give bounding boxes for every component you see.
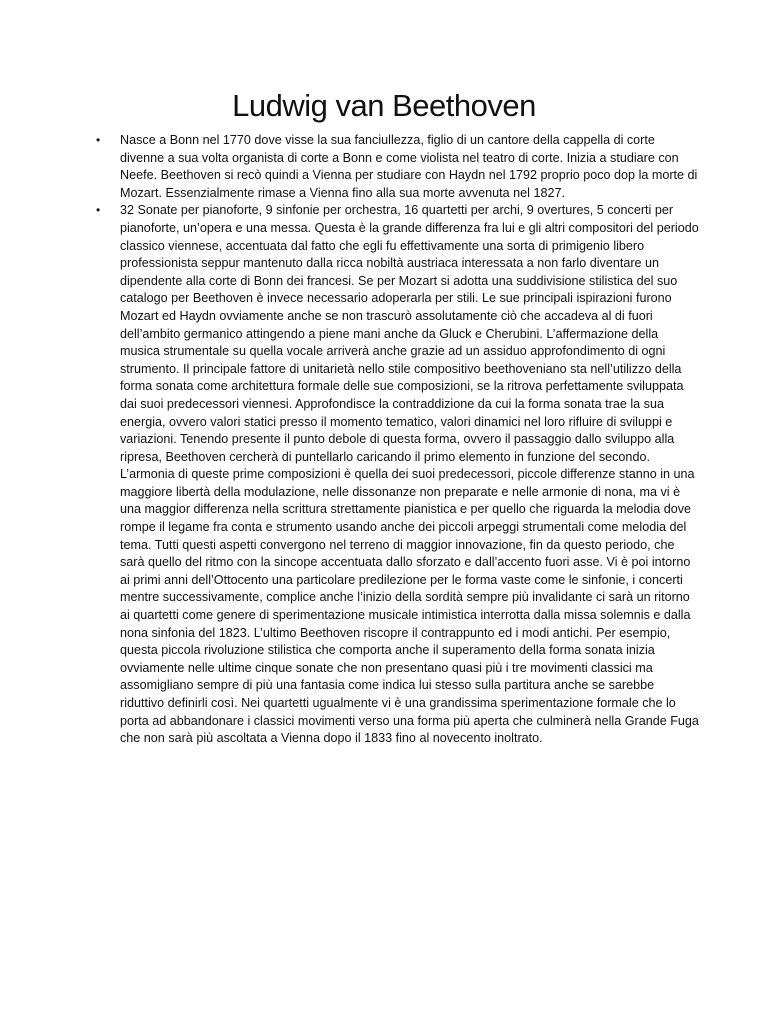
bullet-list	[96, 132, 700, 748]
bullet-marker: •	[96, 203, 101, 218]
document-title: Ludwig van Beethoven	[232, 88, 536, 123]
bullet-text-birth: Nasce a Bonn nel 1770 dove visse la sua fanciullezza, figlio di un cantore della cappella di corte divenne a sua volta organista di corte a Bonn e come violista nel teatro di corte. Inizia a studiare con Neefe. Beethoven si recò quindi a Vienna per studiare con Haydn nel 1792 proprio poco dop la morte di Mozart. Essenzialmente rimase a Vienna fino alla sua morte avvenuta nel 1827.	[120, 133, 698, 200]
bullet-item-works	[96, 202, 700, 747]
bullet-item-birth	[96, 132, 700, 202]
bullet-marker: •	[96, 133, 101, 147]
bullet-text-works: 32 Sonate per pianoforte, 9 sinfonie per orchestra, 16 quartetti per archi, 9 overtures, 5 concerti per pianoforte, un’opera e una messa. Questa è la grande differenza fra lui e gli altri compositori del periodo classico viennese, accentuata dal fatto che egli fu effettivamente una sorta di primigenio libero professionista seppur mantenuto dalla ricca nobiltà austriaca interessata a non farlo diventare un dipendente alla corte di Bonn dei francesi. Se per Mozart si adotta una suddivisione stilistica del suo catalogo per Beethoven è invece necessario adoperarla per stili. Le sue principali ispirazioni furono Mozart ed Haydn ovviamente anche se non trascurò assolutamente ciò che accadeva al di fuori dell’ambito germanico attingendo a piene mani anche da Gluck e Cherubini. L’affermazione della musica strumentale su quella vocale arriverà anche grazie ad un assiduo approfondimento di ogni strumento. Il principale fattore di unitarietà nello stile compositivo beethoveniano sta nell’utilizzo della forma sonata come architettura formale delle sue composizioni, se la ritrova perfettamente sviluppata dai suoi predecessori viennesi. Approfondisce la contraddizione da cui la forma sonata trae la sua energia, ovvero valori statici presso il momento tematico, valori dinamici nel loro rifluire di sviluppi e variazioni. Tenendo presente il punto debole di questa forma, ovvero il passaggio dallo sviluppo alla ripresa, Beethoven cercherà di puntellarlo caricando il primo elemento in funzione del secondo. L’armonia di queste prime composizioni è quella dei suoi predecessori, piccole differenze stanno in una maggiore libertà della modulazione, nelle dissonanze non preparate e nelle armonie di nona, ma vi è una maggior differenza nella scrittura strettamente pianistica e per quello che riguarda la melodia dove rompe il legame fra conta e strumento usando anche dei piccoli arpeggi strumentali come melodia del tema. Tutti questi aspetti convergono nel terreno di maggior innovazione, fin da questo periodo, che sarà quello del ritmo con la sincope accentuata dallo sforzato e dall’accento fuori asse. Vi è poi intorno ai primi anni dell’Ottocento una particolare predilezione per le forma vaste come le sinfonie, i concerti mentre successivamente, complice anche l’inizio della sordità sempre più invalidante ci sarà un ritorno ai quartetti come genere di sperimentazione musicale intimistica interrotta dalla missa solemnis e dalla nona sinfonia del 1823. L’ultimo Beethoven riscopre il contrappunto ed i modi antichi. Per esempio, questa piccola rivoluzione stilistica che comporta anche il superamento della forma sonata inizia ovviamente nelle ultime cinque sonate che non presentano quasi più i tre movimenti classici ma assomigliano sempre di più una fantasia come indica lui stesso sulla partitura anche se sarebbe riduttivo definirli così. Nei quartetti ugualmente vi è una grandissima sperimentazione formale che lo porta ad abbandonare i classici movimenti verso una forma più aperta che culminerà nella Grande Fuga che non sarà più ascoltata a Vienna dopo il 1833 fino al novecento inoltrato.	[120, 203, 699, 746]
